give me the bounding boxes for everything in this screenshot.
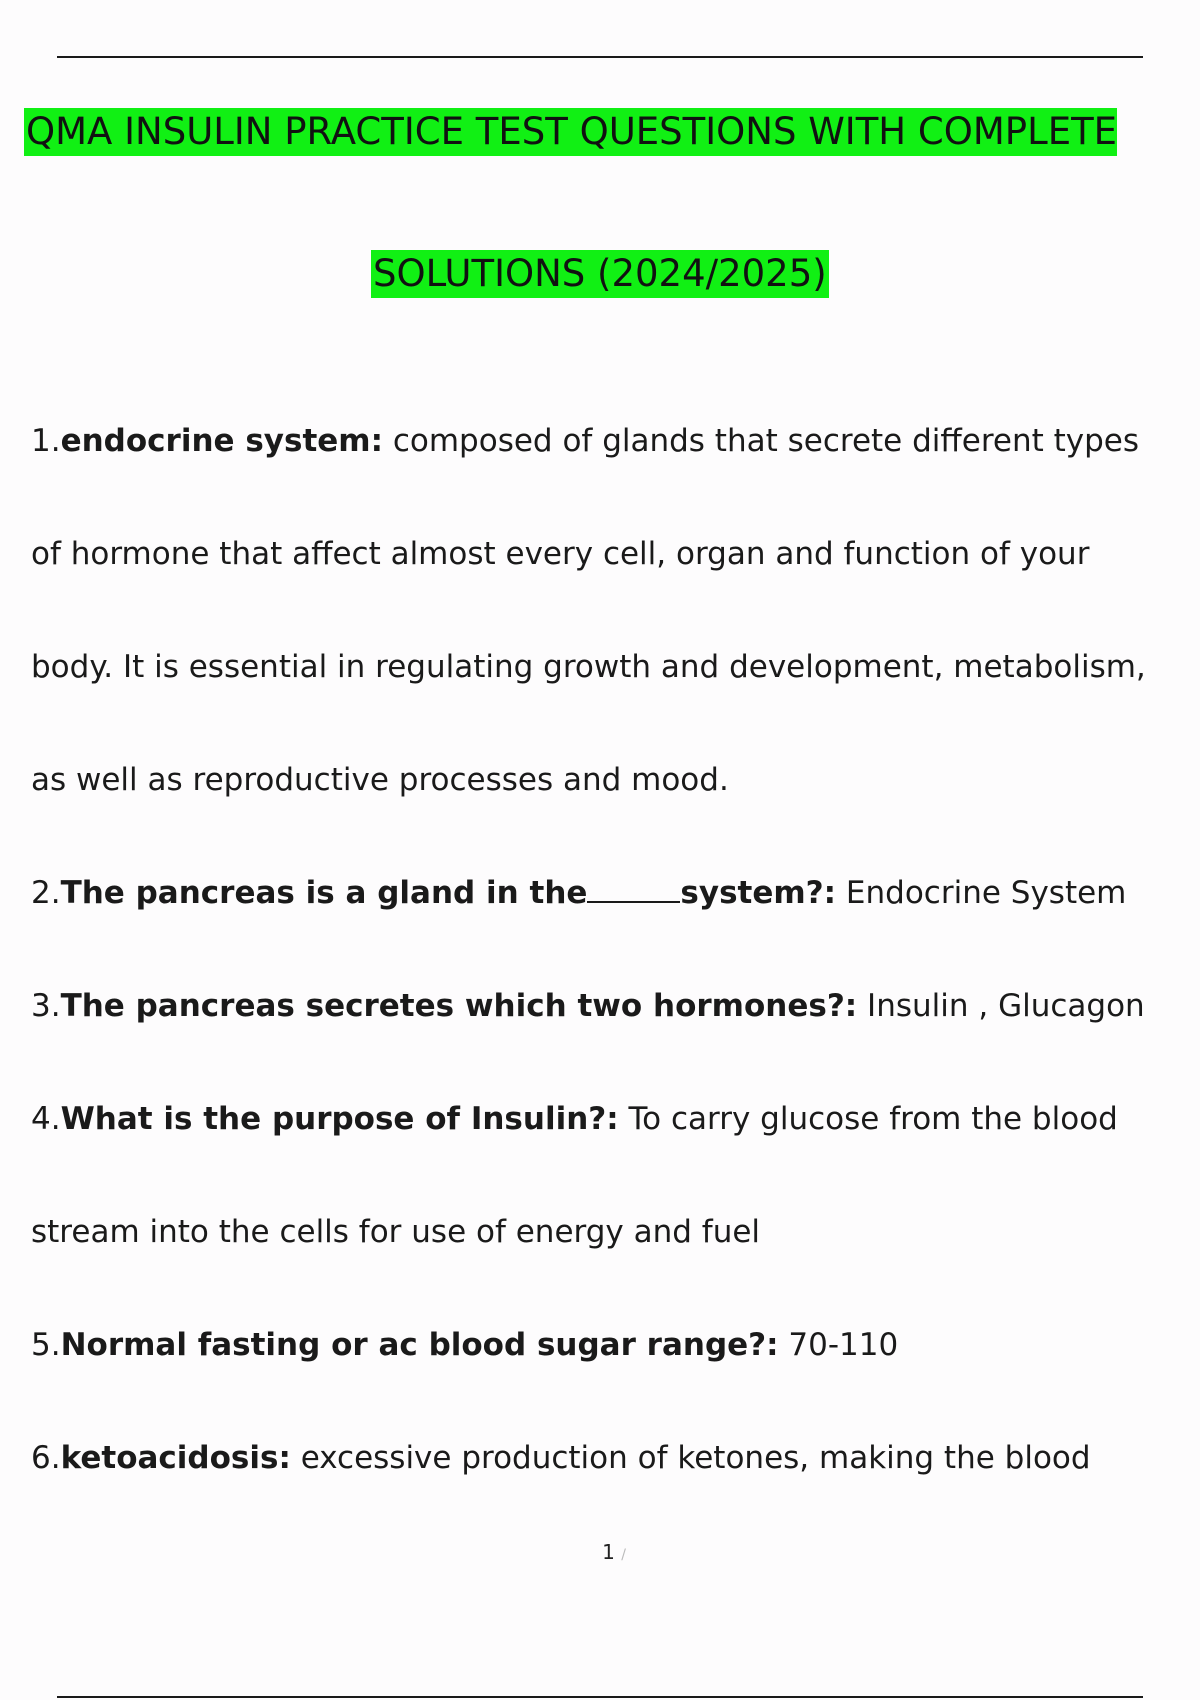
top-rule [57,56,1143,58]
answer-text: Endocrine System [836,875,1127,911]
question-text: endocrine system: [60,423,383,459]
answer-continuation: stream into the cells for use of energy and fuel [31,1214,761,1250]
document-title-continued [371,250,829,298]
question-text: The pancreas secretes which two hormones?: [60,988,858,1024]
document-title [24,108,1200,156]
question-text: Normal fasting or ac blood sugar range?: [60,1327,779,1363]
item-number: 4. [31,1101,61,1137]
list-item [31,986,1200,1026]
answer-text: 70-110 [778,1327,899,1363]
page-number [0,1540,1200,1564]
list-item [31,873,1200,913]
item-number: 2. [31,875,61,911]
page-separator: / [621,1547,626,1563]
answer-text: Insulin , Glucagon [857,988,1145,1024]
question-text: The pancreas is a gland in the [60,875,588,911]
question-text: ketoacidosis: [60,1440,291,1476]
answer-continuation: as well as reproductive processes and mood. [31,762,729,798]
item-number: 1. [31,423,61,459]
list-item [31,421,1200,461]
item-number: 6. [31,1440,61,1476]
item-number: 3. [31,988,61,1024]
title-line-2: SOLUTIONS (2024/2025) [371,250,829,298]
list-item [31,1438,1200,1478]
title-line-1: QMA INSULIN PRACTICE TEST QUESTIONS WITH COMPLETE [24,108,1117,156]
item-number: 5. [31,1327,61,1363]
fill-in-blank [587,873,680,903]
answer-text: To carry glucose from the blood [618,1101,1118,1137]
question-text: system?: [680,875,837,911]
list-item [31,1099,1200,1139]
bottom-rule [57,1696,1143,1698]
answer-text: composed of glands that secrete different types [383,423,1140,459]
answer-continuation: of hormone that affect almost every cell, organ and function of your [31,536,1090,572]
answer-continuation: body. It is essential in regulating growth and development, metabolism, [31,649,1146,685]
question-text: What is the purpose of Insulin?: [60,1101,619,1137]
list-item [31,1325,1200,1365]
page-number-value: 1 [602,1540,615,1564]
answer-text: excessive production of ketones, making the blood [290,1440,1091,1476]
